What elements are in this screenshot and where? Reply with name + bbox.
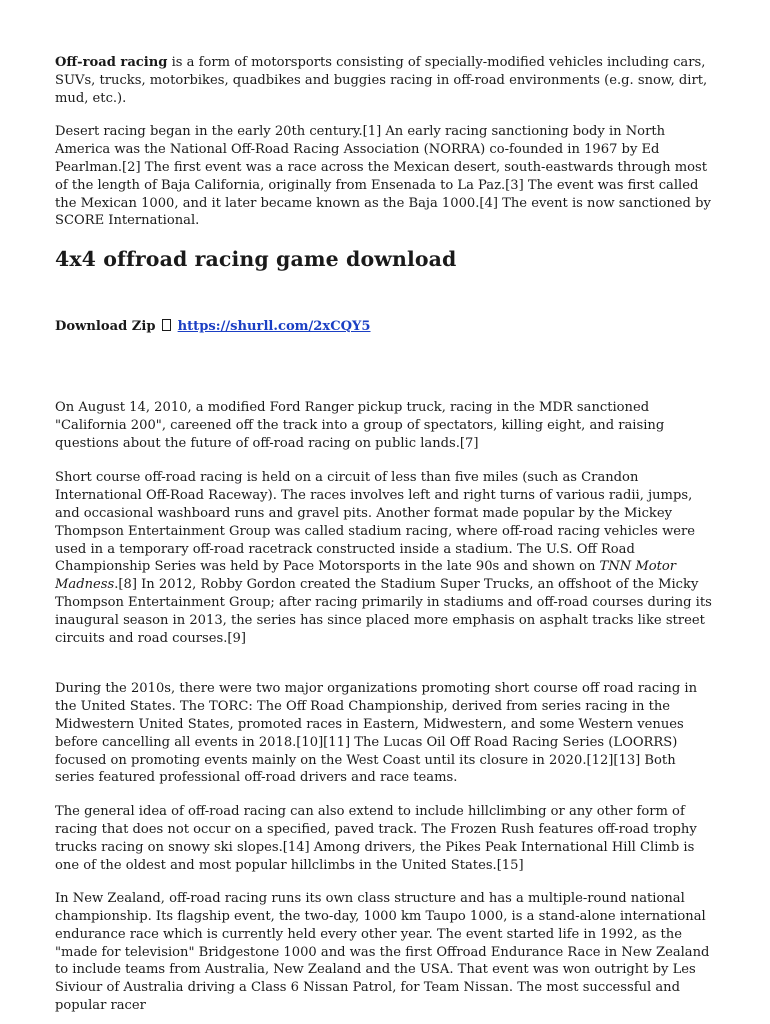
short-course-paragraph <box>55 469 717 647</box>
intro-paragraph <box>55 54 717 107</box>
missing-glyph-icon <box>162 319 171 331</box>
download-label: Download Zip <box>55 319 156 335</box>
tv-show-title: TNN Motor Madness <box>55 559 677 593</box>
intro-text: is a form of motorsports consisting of specially-modified vehicles including cars, SUVs, trucks, motorbikes, quadbikes and buggies racing in off-road environments (e.g. snow, dirt, mud, etc.). <box>55 55 708 106</box>
history-paragraph: Desert racing began in the early 20th century.[1] An early racing sanctioning body in North America was the National Off-Road Racing Association (NORRA) co-founded in 1967 by Ed Pearlman.[2] The first event was a race across the Mexican desert, south-eastwards through most of the length of Baja California, originally from Ensenada to La Paz.[3] The event was first called the Mexican 1000, and it later became known as the Baja 1000.[4] The event is now sanctioned by SCORE International. <box>55 124 711 229</box>
intro-term: Off-road racing <box>55 55 168 70</box>
hillclimb-paragraph: The general idea of off-road racing can also extend to include hillclimbing or any other form of racing that does not occur on a specified, paved track. The Frozen Rush features off-road trophy trucks racing on snowy ski slopes.[14] Among drivers, the Pikes Peak International Hill Climb is one of the oldest and most popular hillclimbs in the United States.[15] <box>55 804 697 873</box>
short-course-text-b: .[8] In 2012, Robby Gordon created the Stadium Super Trucks, an offshoot of the Micky Thompson Entertainment Group; after racing primarily in stadiums and off-road courses during its inaugural season in 2013, the series has since placed more emphasis on asphalt tracks like street circuits and road courses.[9] <box>55 577 712 646</box>
twenty-tens-paragraph: During the 2010s, there were two major organizations promoting short course off road racing in the United States. The TORC: The Off Road Championship, derived from series racing in the Midwestern United States, promoted races in Eastern, Midwestern, and some Western venues before cancelling all events in 2018.[10][11] The Lucas Oil Off Road Racing Series (LOORRS) focused on promoting events mainly on the West Coast until its closure in 2020.[12][13] Both series featured professional off-road drivers and race teams. <box>55 681 698 786</box>
new-zealand-paragraph: In New Zealand, off-road racing runs its own class structure and has a multiple-round national championship. Its flagship event, the two-day, 1000 km Taupo 1000, is a stand-alone international endurance race which is currently held every other year. The event started life in 1992, as the "made for television" Bridgestone 1000 and was the first Offroad Endurance Race in New Zealand to include teams from Australia, New Zealand and the USA. That event was won outright by Les Siviour of Australia driving a Class 6 Nissan Patrol, for Team Nissan. The most successful and popular racer <box>55 891 710 1014</box>
short-course-text-a: Short course off-road racing is held on a circuit of less than five miles (such as Crandon International Off-Road Raceway). The races involves left and right turns of various radii, jumps, and occasional washboard runs and gravel pits. Another format made popular by the Mickey Thompson Entertainment Group was called stadium racing, where off-road racing vehicles were used in a temporary off-road racetrack constructed inside a stadium. The U.S. Off Road Championship Series was held by Pace Motorsports in the late 90s and shown on <box>55 470 696 575</box>
california-paragraph: On August 14, 2010, a modified Ford Ranger pickup truck, racing in the MDR sanctioned "California 200", careened off the track into a group of spectators, killing eight, and raising questions about the future of off-road racing on public lands.[7] <box>55 399 665 451</box>
document-page <box>55 54 717 1015</box>
page-heading: 4x4 offroad racing game download <box>55 247 457 272</box>
download-line <box>55 318 717 336</box>
download-link[interactable]: https://shurll.com/2xCQY5 <box>177 319 371 335</box>
